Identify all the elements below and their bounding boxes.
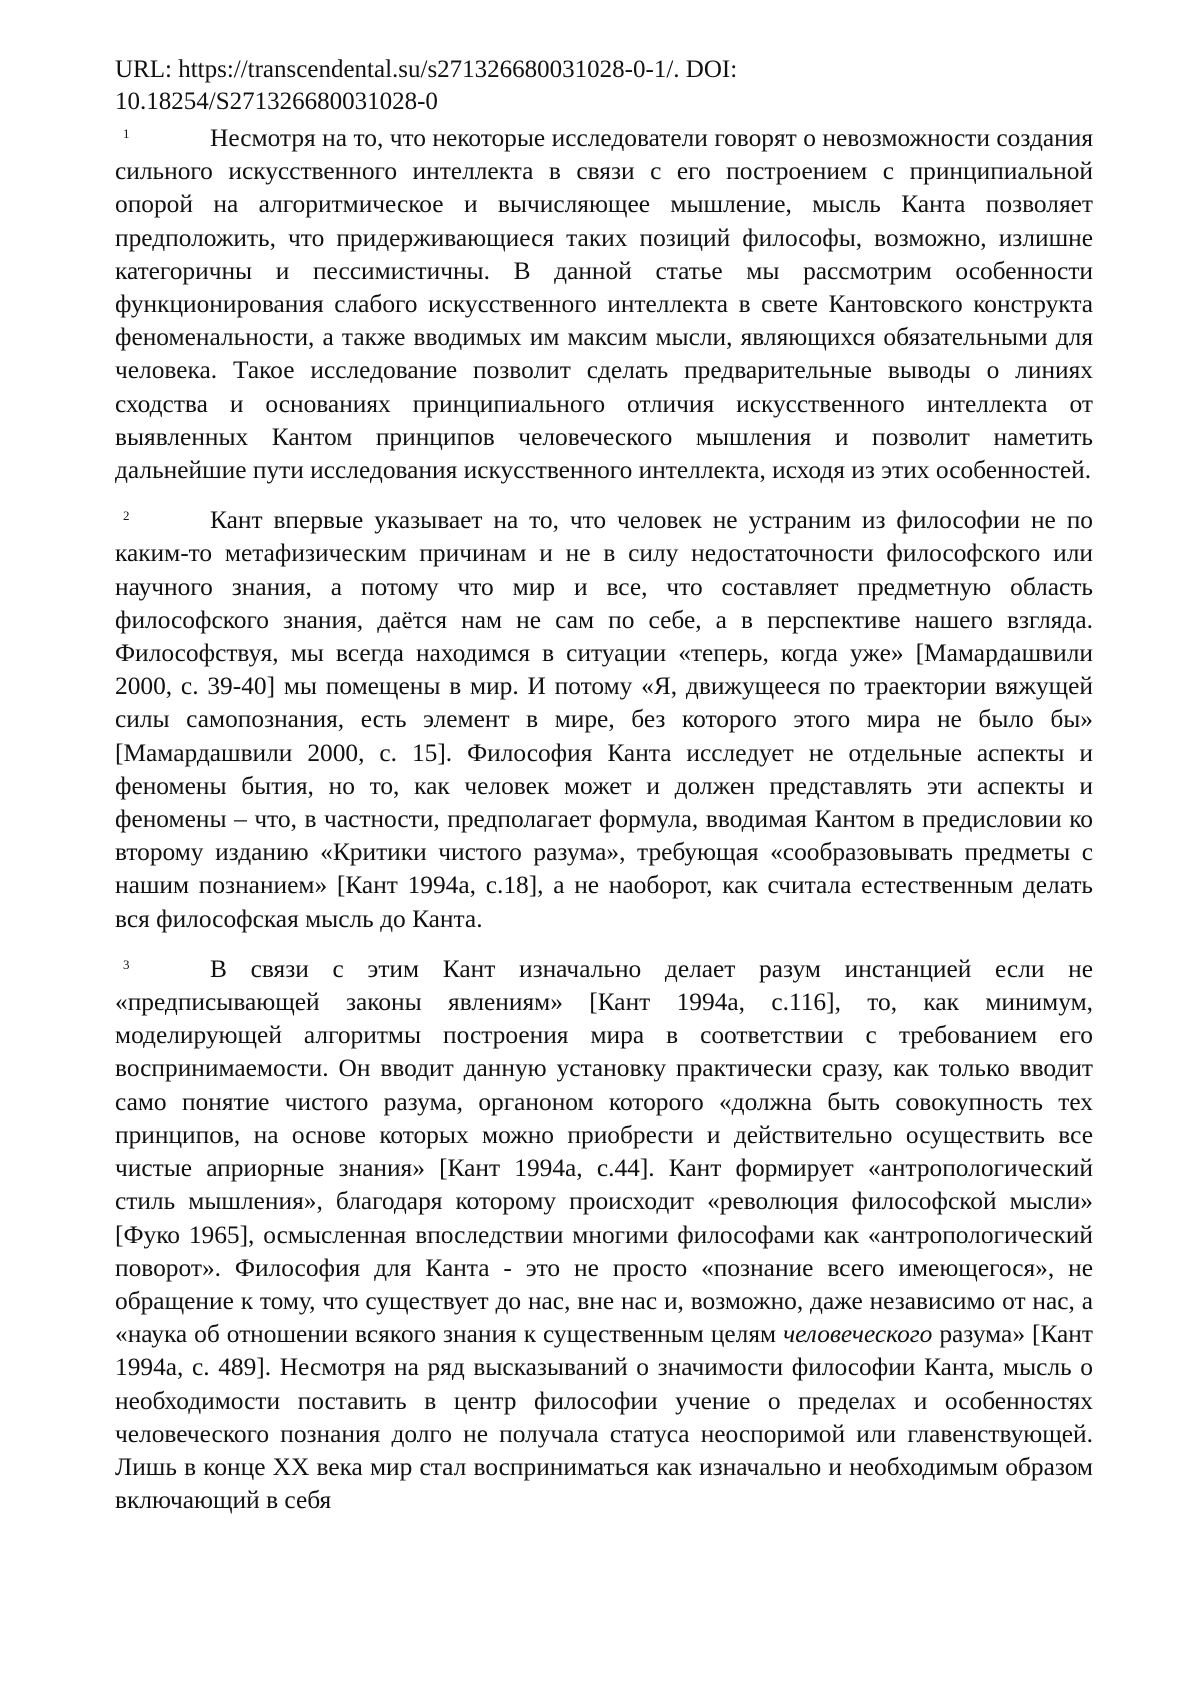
url-doi-line-1: URL: https://transcendental.su/s271326680031028-0-1/. DOI: [115,54,1093,86]
paragraph-1 [115,122,1093,487]
paragraph-text: Несмотря на то, что некоторые исследователи говорят о невозможности создания сильного искусственного интеллекта в связи с его построением с принципиальной опорой на алгоритмическое и вычисляющее мышление, мысль Канта позволяет предположить, что придерживающиеся таких позиций философы, возможно, излишне категоричны и пессимистичны. В данной статье мы рассмотрим особенности функционирования слабого искусственного интеллекта в свете Кантовского конструкта феноменальности, а также вводимых им максим мысли, являющихся обязательными для человека. Такое исследование позволит сделать предварительные выводы о линиях сходства и основаниях принципиального отличия искусственного интеллекта от выявленных Кантом принципов человеческого мышления и позволит наметить дальнейшие пути исследования искусственного интеллекта, исходя из этих особенностей. [115,124,1093,484]
paragraph-number: 1 [123,126,130,142]
paragraph-text-part-1: В связи с этим Кант изначально делает разум инстанцией если не «предписывающей законы явлениям» [Кант 1994а, с.116], то, как минимум, моделирующей алгоритмы построения мира в соответствии с требованием его воспринимаемости. Он вводит данную установку практически сразу, как только вводит само понятие чистого разума, органоном которого «должна быть совокупность тех принципов, на основе которых можно приобрести и действительно осуществить все чистые априорные знания» [Кант 1994а, с.44]. Кант формирует «антропологический стиль мышления», благодаря которому происходит «революция философской мысли» [Фуко 1965], осмысленная впоследствии многими философами как «антропологический поворот». Философия для Канта - это не просто «познание всего имеющегося», не обращение к тому, что существует до нас, вне нас и, возможно, даже независимо от нас, а «наука об отношении всякого знания к существенным целям [115,955,1093,1348]
url-doi-line-2: 10.18254/S271326680031028-0 [115,86,1093,118]
document-page [115,54,1093,1517]
paragraph-number: 3 [123,957,130,973]
paragraph-3 [115,953,1093,1517]
paragraph-text: Кант впервые указывает на то, что человек не устраним из философии не по каким-то метафизическим причинам и не в силу недостаточности философского или научного знания, а потому что мир и все, что составляет предметную область философского знания, даётся нам не сам по себе, а в перспективе нашего взгляда. Философствуя, мы всегда находимся в ситуации «теперь, когда уже» [Мамардашвили 2000, с. 39-40] мы помещены в мир. И потому «Я, движущееся по траектории вяжущей силы самопознания, есть элемент в мире, без которого этого мира не было бы» [Мамардашвили 2000, с. 15]. Философия Канта исследует не отдельные аспекты и феномены бытия, но то, как человек может и должен представлять эти аспекты и феномены – что, в частности, предполагает формула, вводимая Кантом в предисловии ко второму изданию «Критики чистого разума», требующая «сообразовывать предметы с нашим познанием» [Кант 1994а, с.18], а не наоборот, как считала естественным делать вся философская мысль до Канта. [115,506,1093,932]
paragraph-number: 2 [123,508,130,524]
italic-emphasis: человеческого [783,1320,932,1348]
paragraph-2 [115,504,1093,936]
paragraph-text-part-2: разума» [Кант 1994а, с. 489]. Несмотря на ряд высказываний о значимости философии Канта, мысль о необходимости поставить в центр философии учение о пределах и особенностях человеческого познания долго не получала статуса неоспоримой или главенствующей. Лишь в конце XX века мир стал восприниматься как изначально и необходимым образом включающий в себя [115,1320,1093,1514]
